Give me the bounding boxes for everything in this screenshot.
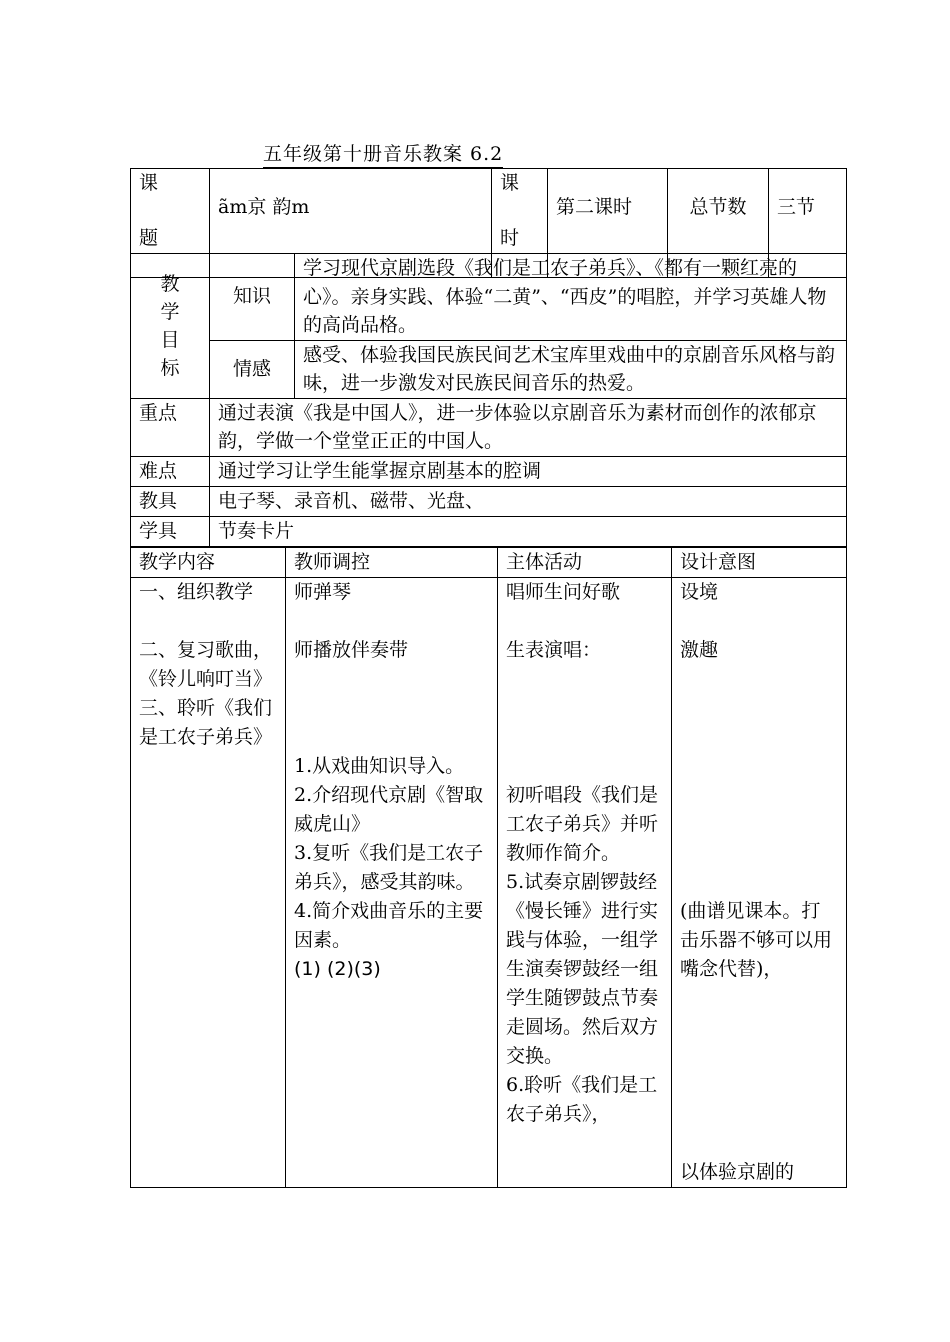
goals-label-char: 目 xyxy=(160,328,180,351)
total-value: 三节 xyxy=(769,169,847,278)
difficulty-text: 通过学习让学生能掌握京剧基本的腔调 xyxy=(210,456,847,486)
content-step: 一、组织教学 xyxy=(139,581,254,603)
goals-table xyxy=(130,253,847,547)
student-step: 初听唱段《我们是工农子弟兵》并听教师作简介。 xyxy=(506,784,659,864)
emotion-text: 感受、体验我国民族民间艺术宝库里戏曲中的京剧音乐风格与韵味，进一步激发对民族民间音乐的热爱。 xyxy=(295,340,847,398)
goals-label xyxy=(131,254,210,399)
student-column xyxy=(498,578,672,1188)
goals-label-char: 标 xyxy=(160,356,180,379)
teaching-tools-label: 教具 xyxy=(131,486,210,516)
column-header: 主体活动 xyxy=(498,548,672,578)
column-header: 设计意图 xyxy=(672,548,847,578)
period-value: 第二课时 xyxy=(548,169,668,278)
column-header: 教学内容 xyxy=(131,548,286,578)
teacher-step: 师播放伴奏带 xyxy=(294,639,409,661)
content-step: 三、聆听《我们是工农子弟兵》 xyxy=(139,697,273,748)
student-step: 5.试奏京剧锣鼓经《慢长锤》进行实践与体验，一组学生演奏锣鼓经一组学生随锣鼓点节奏走圆场。然后双方交换。 xyxy=(506,871,659,1067)
learning-tools-label: 学具 xyxy=(131,516,210,546)
intent-step: 以体验京剧的 xyxy=(680,1161,795,1183)
student-step: 6.聆听《我们是工农子弟兵》， xyxy=(506,1074,658,1125)
difficulty-label: 难点 xyxy=(131,456,210,486)
topic-value: ãm京 韵m xyxy=(210,169,492,278)
teacher-step: 3.复听《我们是工农子弟兵》，感受其韵味。 xyxy=(294,842,484,893)
topic-label-top: 课 xyxy=(139,172,159,194)
intent-step: 激趣 xyxy=(680,639,719,661)
goals-label-char: 学 xyxy=(160,300,180,323)
teacher-step: 师弹琴 xyxy=(294,581,352,603)
key-point-label: 重点 xyxy=(131,398,210,456)
intent-column xyxy=(672,578,847,1188)
total-label: 总节数 xyxy=(668,169,769,278)
teacher-step: 4.简介戏曲音乐的主要因素。 xyxy=(294,900,484,951)
teacher-step: 1.从戏曲知识导入。 xyxy=(294,755,465,777)
column-header: 教师调控 xyxy=(286,548,498,578)
period-label-top: 课 xyxy=(500,172,520,194)
learning-tools-text: 节奏卡片 xyxy=(210,516,847,546)
teacher-step: (1) (2)(3) xyxy=(294,958,381,980)
content-table xyxy=(130,547,847,1188)
content-step: 二、复习歌曲，《铃儿响叮当》 xyxy=(139,639,273,690)
student-step: 生表演唱： xyxy=(506,639,602,661)
teacher-column xyxy=(286,578,498,1188)
key-point-text: 通过表演《我是中国人》，进一步体验以京剧音乐为素材而创作的浓郁京韵，学做一个堂堂正正的中国人。 xyxy=(210,398,847,456)
topic-label-bottom: 题 xyxy=(139,227,159,249)
student-step: 唱师生问好歌 xyxy=(506,581,621,603)
emotion-label: 情感 xyxy=(210,340,295,398)
goals-label-char: 教 xyxy=(160,272,180,295)
page-title: 五年级第十册音乐教案 6.2 xyxy=(263,142,503,168)
intent-step: (曲谱见课本。打击乐器不够可以用嘴念代替)， xyxy=(680,900,833,980)
teacher-step: 2.介绍现代京剧《智取威虎山》 xyxy=(294,784,484,835)
content-column xyxy=(131,578,286,1188)
knowledge-text: 学习现代京剧选段《我们是工农子弟兵》、《都有一颗红亮的心》。亲身实践、体验“二黄”、“西皮”的唱腔，并学习英雄人物的高尚品格。 xyxy=(295,254,847,341)
teaching-tools-text: 电子琴、录音机、磁带、光盘、 xyxy=(210,486,847,516)
period-label-bottom: 时 xyxy=(500,227,520,249)
knowledge-label: 知识 xyxy=(210,254,295,341)
intent-step: 设境 xyxy=(680,581,719,603)
